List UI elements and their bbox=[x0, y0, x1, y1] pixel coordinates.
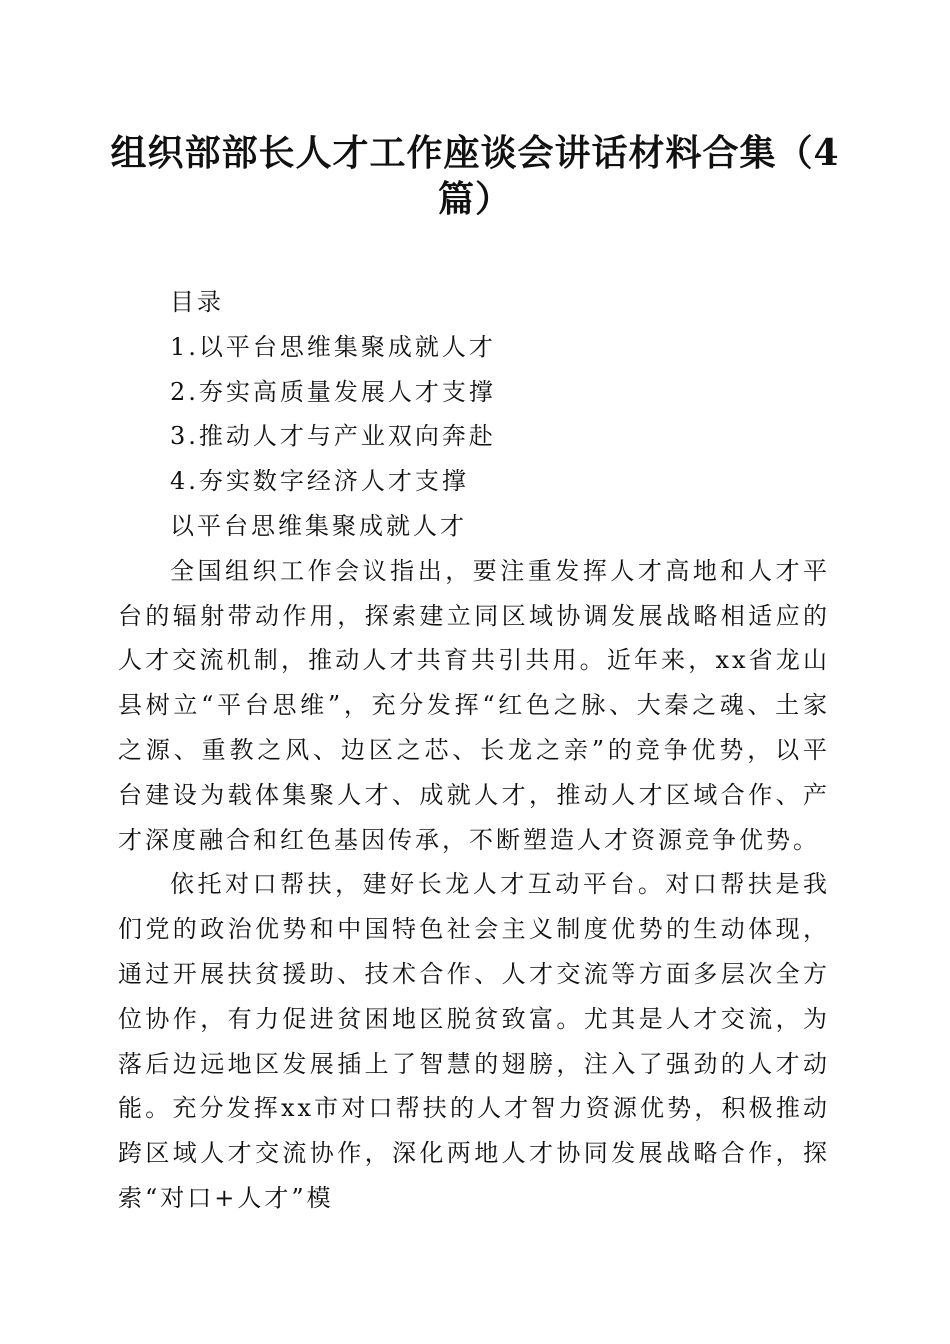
body-paragraph: 依托对口帮扶，建好长龙人才互动平台。对口帮扶是我们党的政治优势和中国特色社会主义制度优势的生动体现，通过开展扶贫援助、技术合作、人才交流等方面多层次全方位协作，有力促进贫困地区脱贫致富。尤其是人才交流，为落后边远地区发展插上了智慧的翅膀，注入了强劲的人才动能。充分发挥xx市对口帮扶的人才智力资源优势，积极推动跨区域人才交流协作，深化两地人才协同发展战略合作，探索“对口+人才”模 bbox=[118, 870, 830, 1212]
toc-heading: 目录 bbox=[170, 288, 224, 316]
document-title-line-2: 篇） bbox=[437, 178, 512, 220]
body-paragraph: 全国组织工作会议指出，要注重发挥人才高地和人才平台的辐射带动作用，探索建立同区域协调发展战略相适应的人才交流机制，推动人才共育共引共用。近年来，xx省龙山县树立“平台思维”，充分发挥“红色之脉、大秦之魂、土家之源、重教之风、边区之芯、长龙之亲”的竞争优势，以平台建设为载体集聚人才、成就人才，推动人才区域合作、产才深度融合和红色基因传承，不断塑造人才资源竞争优势。 bbox=[118, 556, 830, 854]
document-body bbox=[118, 280, 830, 1221]
toc-item: 2.夯实高质量发展人才支撑 bbox=[170, 377, 496, 406]
section-title: 以平台思维集聚成就人才 bbox=[170, 511, 467, 540]
toc-item: 3.推动人才与产业双向奔赴 bbox=[170, 422, 496, 451]
toc-item: 4.夯实数字经济人才支撑 bbox=[170, 467, 469, 496]
toc-item: 1.以平台思维集聚成就人才 bbox=[170, 332, 496, 361]
document-title bbox=[100, 130, 850, 222]
document-title-line-1: 组织部部长人才工作座谈会讲话材料合集（4 bbox=[110, 132, 840, 174]
